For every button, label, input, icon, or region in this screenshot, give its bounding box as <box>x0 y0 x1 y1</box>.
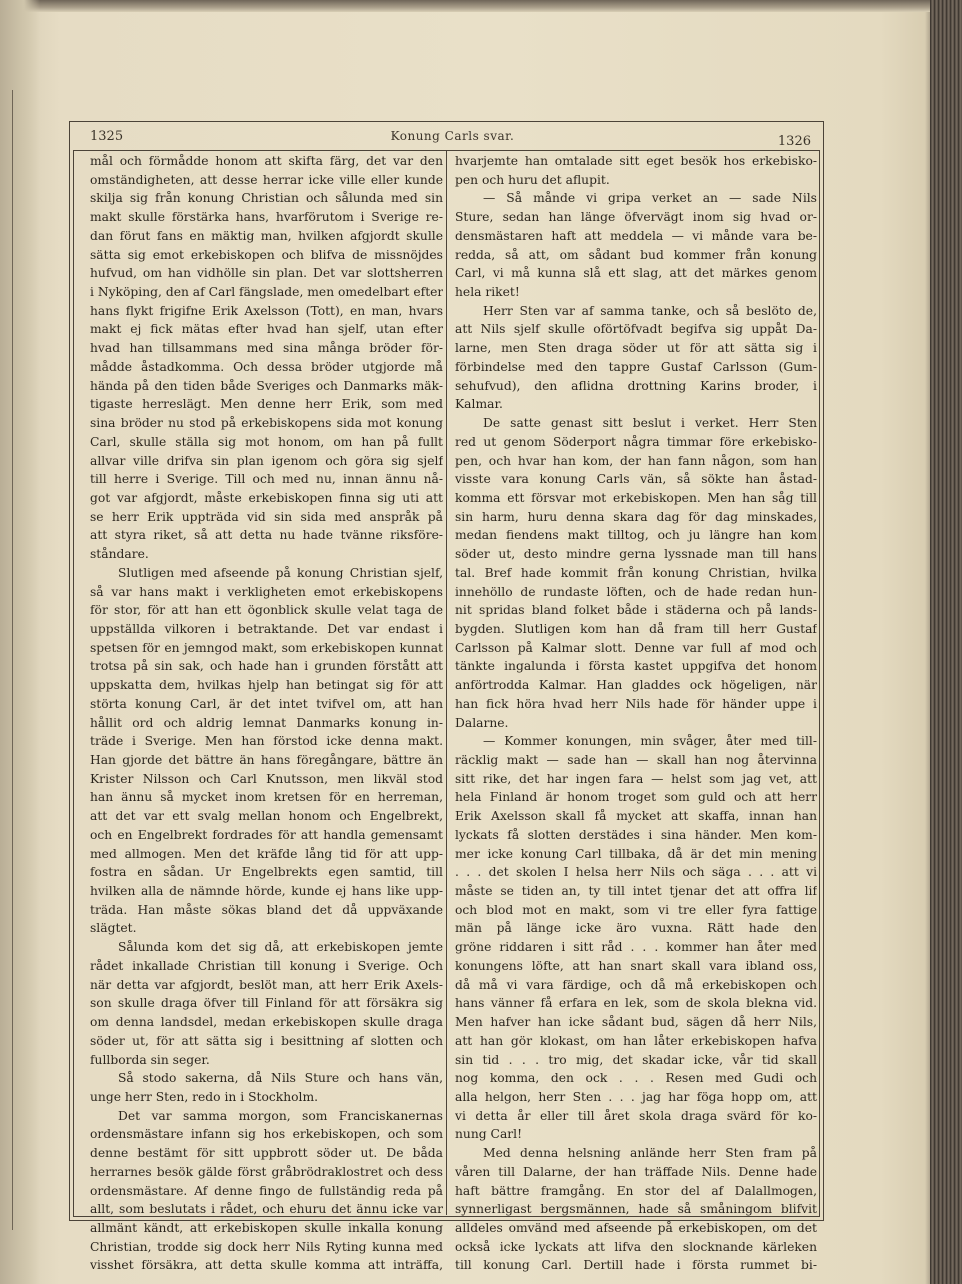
text-line: hållit ord och aldrig lemnat Danmarks konung in- <box>90 715 443 730</box>
text-line: mer icke konung Carl tillbaka, då är det min mening <box>455 846 817 861</box>
left-text-column <box>90 152 443 1275</box>
text-line: konungens löfte, att han snart skall vara ibland oss, <box>455 958 817 973</box>
text-line: ordensmästare. Af denne fingo de fullständig reda på <box>90 1183 443 1198</box>
text-line: Han gjorde det bättre än hans föregångare, bättre än <box>90 753 443 767</box>
text-line: om denna landsdel, medan erkebiskopen skulle draga <box>90 1015 443 1030</box>
text-line: lyckats få slotten derstädes i sina händer. Men kom- <box>455 827 817 842</box>
text-line: denne bestämt för sitt uppbrott söder ut. De båda <box>90 1146 443 1161</box>
text-line: när detta var afgjordt, beslöt man, att herr Erik Axels- <box>90 977 443 992</box>
text-line: Erik Axelsson skall få mycket att skaffa, innan han <box>455 809 817 824</box>
text-line: räcklig makt — sade han — skall han nog återvinna <box>455 753 817 767</box>
text-line: till herre i Sverige. Till och med nu, innan ännu nå- <box>90 472 443 487</box>
text-line: — Så månde vi gripa verket an — sade Nils <box>483 191 817 206</box>
text-line: . . . det skolen I helsa herr Nils och säga . . . att vi <box>455 865 817 880</box>
previous-page-frame-line <box>12 90 13 1230</box>
text-line: Sålunda kom det sig då, att erkebiskopen jemte <box>118 940 443 955</box>
text-line: söder ut, desto mindre gerna lyssnade man till hans <box>455 547 817 562</box>
text-line: träda. Han måste sökas bland det då uppväxande <box>90 902 443 917</box>
text-line: nog komma, den ock . . . Resen med Gudi och <box>455 1071 817 1086</box>
text-line: — Kommer konungen, min svåger, åter med till- <box>483 734 817 749</box>
text-line: gröne riddaren i sitt råd . . . kommer han åter med <box>455 940 817 955</box>
text-line: Kalmar. <box>455 397 503 412</box>
page-number-right: 1326 <box>777 134 811 149</box>
column-divider <box>446 151 447 1215</box>
text-line: makt ej fick mätas efter hvad han sjelf, utan efter <box>90 322 443 337</box>
text-line: skilja sig från konung Christian och sålunda med sin <box>90 191 443 206</box>
text-line: Carl, skulle ställa sig mot honom, om han på fullt <box>90 434 443 449</box>
text-line: så var hans makt i verkligheten emot erkebiskopens <box>90 584 443 599</box>
text-line: Krister Nilsson och Carl Knutsson, men likväl stod <box>90 771 443 786</box>
text-line: han fick höra hvad herr Nils hade för händer uppe i <box>455 696 817 711</box>
text-line: hvarjemte han omtalade sitt eget besök hos erkebisko- <box>455 154 817 168</box>
text-line: se herr Erik uppträda vid sin sida med anspråk på <box>90 509 443 524</box>
text-line: trotsa på sin sak, och hade han i grunden förstått att <box>90 659 443 674</box>
text-line: Carlsson på Kalmar slott. Denne var full af mod och <box>455 640 817 655</box>
text-line: tigaste herreslägt. Men denne herr Erik, som med <box>90 397 443 412</box>
text-line: hans vänner få erfara en lek, som de skola blekna vid. <box>455 996 817 1011</box>
text-line: sitt rike, det har ingen fara — helst som jag vet, att <box>455 771 817 786</box>
text-line: bygden. Slutligen kom han då fram till herr Gustaf <box>455 621 817 636</box>
text-line: makt skulle förstärka hans, hvarförutom i Sverige re- <box>90 210 443 225</box>
right-text-column <box>455 152 817 1275</box>
text-line: också icke lyckats att lifva den slocknande kärleken <box>455 1239 817 1254</box>
text-line: unge herr Sten, redo in i Stockholm. <box>90 1089 319 1104</box>
text-line: sin tid . . . tro mig, det skadar icke, vår tid skall <box>455 1052 817 1067</box>
text-line: spetsen för en jemngod makt, som erkebiskopen kunnat <box>90 640 443 655</box>
previous-page-edge <box>0 0 40 1284</box>
text-line: rådet inkallade Christian till konung i Sverige. Och <box>90 958 443 973</box>
text-line: tänkte ingalunda i första kastet uppgifva det honom <box>455 659 817 674</box>
text-line: uppskatta dem, hvilkas hjelp han betingat sig för att <box>90 678 443 693</box>
text-line: hela riket! <box>455 285 520 300</box>
text-line: hvad han tillsammans med sina många bröder för- <box>90 341 443 356</box>
text-line: att han gör klokast, om han låter erkebiskopen hafva <box>455 1033 817 1048</box>
text-line: Så stodo sakerna, då Nils Sture och hans vän, <box>118 1071 443 1086</box>
text-line: att styra riket, så att detta nu hade tvänne riksföre- <box>90 528 443 543</box>
text-line: hans flykt frigifne Erik Axelsson (Tott), en man, hvars <box>90 303 443 318</box>
text-line: att Nils sjelf skulle oförtöfvadt begifva sig uppåt Da- <box>455 322 817 337</box>
text-line: sehufvud), den aflidna drottning Karins broder, i <box>455 378 817 393</box>
text-line: nit spridas bland folket både i städerna och på lands- <box>455 603 817 618</box>
text-line: fullborda sin seger. <box>90 1052 210 1067</box>
text-line: densmästaren haft att meddela — vi månde vara be- <box>455 228 817 243</box>
text-line: dan förut fans en mäktig man, hvilken afgjordt skulle <box>90 228 443 243</box>
text-line: att det var ett svalg mellan honom och Engelbrekt, <box>90 809 443 824</box>
text-line: slägtet. <box>90 921 137 936</box>
text-line: herrarnes besök gälde först gråbrödraklostret och dess <box>90 1164 443 1179</box>
text-line: got var afgjordt, måste erkebiskopen finna sig uti att <box>90 490 443 505</box>
running-title: Konung Carls svar. <box>390 129 515 143</box>
text-line: Slutligen med afseende på konung Christian sjelf, <box>118 565 443 580</box>
text-line: alldeles omvänd med afseende på erkebiskopen, om det <box>455 1220 817 1235</box>
text-line: fostra en sådan. Ur Engelbrekts egen samtid, till <box>90 865 443 880</box>
text-line: störta konung Carl, är det intet tvifvel om, att han <box>90 696 443 711</box>
text-line: måste se tiden an, ty till intet tjenar det att offra lif <box>455 884 817 899</box>
text-line: pen och huru det aflupit. <box>455 172 610 187</box>
text-line: sina bröder nu stod på erkebiskopens sida mot konung <box>90 416 443 431</box>
book-page-stack-edge <box>930 0 962 1284</box>
text-line: synnerligast bergsmännen, hade så småningom blifvit <box>455 1202 817 1217</box>
text-line: Men hafver han icke sådant bud, sägen då herr Nils, <box>455 1015 817 1030</box>
text-line: ståndare. <box>90 547 149 562</box>
text-line: med allmogen. Men det kräfde lång tid för att upp- <box>90 846 443 861</box>
text-line: och en Engelbrekt fordrades för att handla gemensamt <box>90 827 443 842</box>
text-line: Christian, trodde sig dock herr Nils Ryting kunna med <box>90 1239 443 1254</box>
text-line: våren till Dalarne, der han träffade Nils. Denne hade <box>455 1164 817 1179</box>
text-line: red ut genom Söderport några timmar före erkebisko- <box>455 434 817 449</box>
text-line: alla helgon, herr Sten . . . jag har föga hopp om, att <box>455 1089 817 1104</box>
text-line: nung Carl! <box>455 1127 523 1142</box>
text-line: allvar ville drifva sin plan igenom och göra sig sjelf <box>90 453 443 468</box>
text-line: larne, men Sten draga söder ut för att sätta sig i <box>455 341 817 356</box>
text-line: hela Finland är honom troget som guld och att herr <box>455 790 817 805</box>
text-line: Carl, vi må kunna slå ett slag, att det märkes genom <box>455 266 817 281</box>
text-line: män på länge icke äro vuxna. Rätt hade den <box>455 921 817 936</box>
text-line: vi detta år eller till året skola draga svärd för ko- <box>455 1108 817 1123</box>
text-line: sätta sig emot erkebiskopen och blifva de missnöjdes <box>90 247 443 262</box>
text-line: uppställda vilkoren i betraktande. Det var endast i <box>90 621 443 636</box>
running-header <box>90 128 815 150</box>
text-line: visshet försäkra, att detta skulle komma att inträffa, <box>90 1258 443 1273</box>
text-line: mådde åstadkomma. Och dessa bröder utgjorde må <box>90 359 443 374</box>
text-line: och blod mot en makt, som vi tre eller fyra fattige <box>455 902 817 917</box>
text-line: förbindelse med den tappre Gustaf Carlsson (Gum- <box>455 359 817 374</box>
text-line: Dalarne. <box>455 715 509 730</box>
text-line: komma ett försvar mot erkebiskopen. Men han såg till <box>455 490 817 505</box>
page-number-left: 1325 <box>90 129 124 144</box>
text-line: då må vi vara färdige, och då må erkebiskopen och <box>455 977 817 992</box>
text-line: hvilken alla de nämnde hörde, kunde ej hans like upp- <box>90 884 443 899</box>
text-line: i Nyköping, den af Carl fängslade, men omedelbart efter <box>90 285 443 300</box>
text-line: Det var samma morgon, som Franciskanernas <box>118 1108 443 1123</box>
text-line: haft bättre framgång. En stor del af Dalallmogen, <box>455 1183 817 1198</box>
text-line: Herr Sten var af samma tanke, och så beslöto de, <box>483 303 817 318</box>
text-line: hufvud, om han vidhölle sin plan. Det var slottsherren <box>90 266 443 281</box>
text-line: son skulle draga öfver till Finland för att försäkra sig <box>90 996 443 1011</box>
text-line: allt, som beslutats i rådet, och ehuru det ännu icke var <box>90 1202 443 1217</box>
text-line: för stor, för att han ett ögonblick skulle velat taga de <box>90 603 443 618</box>
text-line: De satte genast sitt beslut i verket. Herr Sten <box>483 416 817 431</box>
text-line: sin harm, huru denna skara dag för dag minskades, <box>455 509 817 524</box>
text-line: mål och förmådde honom att skifta färg, det var den <box>90 154 443 168</box>
text-line: Med denna helsning anlände herr Sten fram på <box>483 1146 817 1161</box>
text-line: hända på den tiden både Sveriges och Danmarks mäk- <box>90 378 443 393</box>
text-line: träde i Sverige. Men han förstod icke denna makt. <box>90 734 443 749</box>
text-line: anförtrodda Kalmar. Han gladdes ock högeligen, när <box>455 678 817 693</box>
text-line: pen, och hvar han kom, der han fann någon, som han <box>455 453 817 468</box>
text-line: omständigheten, att desse herrar icke ville eller kunde <box>90 172 443 187</box>
text-line: redda, så att, om sådant bud kommer från konung <box>455 247 817 262</box>
page-top-edge <box>0 0 962 12</box>
text-line: tal. Bref hade kommit från konung Christian, hvilka <box>455 565 817 580</box>
text-line: medan fiendens makt tilltog, och ju längre han kom <box>455 528 817 543</box>
text-line: han ännu så mycket inom kretsen för en herreman, <box>90 790 443 805</box>
text-line: visste vara konung Carls vän, så sökte han åstad- <box>455 472 817 487</box>
text-line: söder ut, för att sätta sig i besittning af slotten och <box>90 1033 443 1048</box>
text-line: Sture, sedan han länge öfvervägt inom sig hvad or- <box>455 210 817 225</box>
text-line: innehöllo de rundaste löften, och de hade redan hun- <box>455 584 817 599</box>
text-line: allmänt kändt, att erkebiskopen skulle inkalla konung <box>90 1220 443 1235</box>
text-line: till konung Carl. Dertill hade i första rummet bi- <box>455 1258 817 1273</box>
text-line: ordensmästare infann sig hos erkebiskopen, och som <box>90 1127 443 1142</box>
